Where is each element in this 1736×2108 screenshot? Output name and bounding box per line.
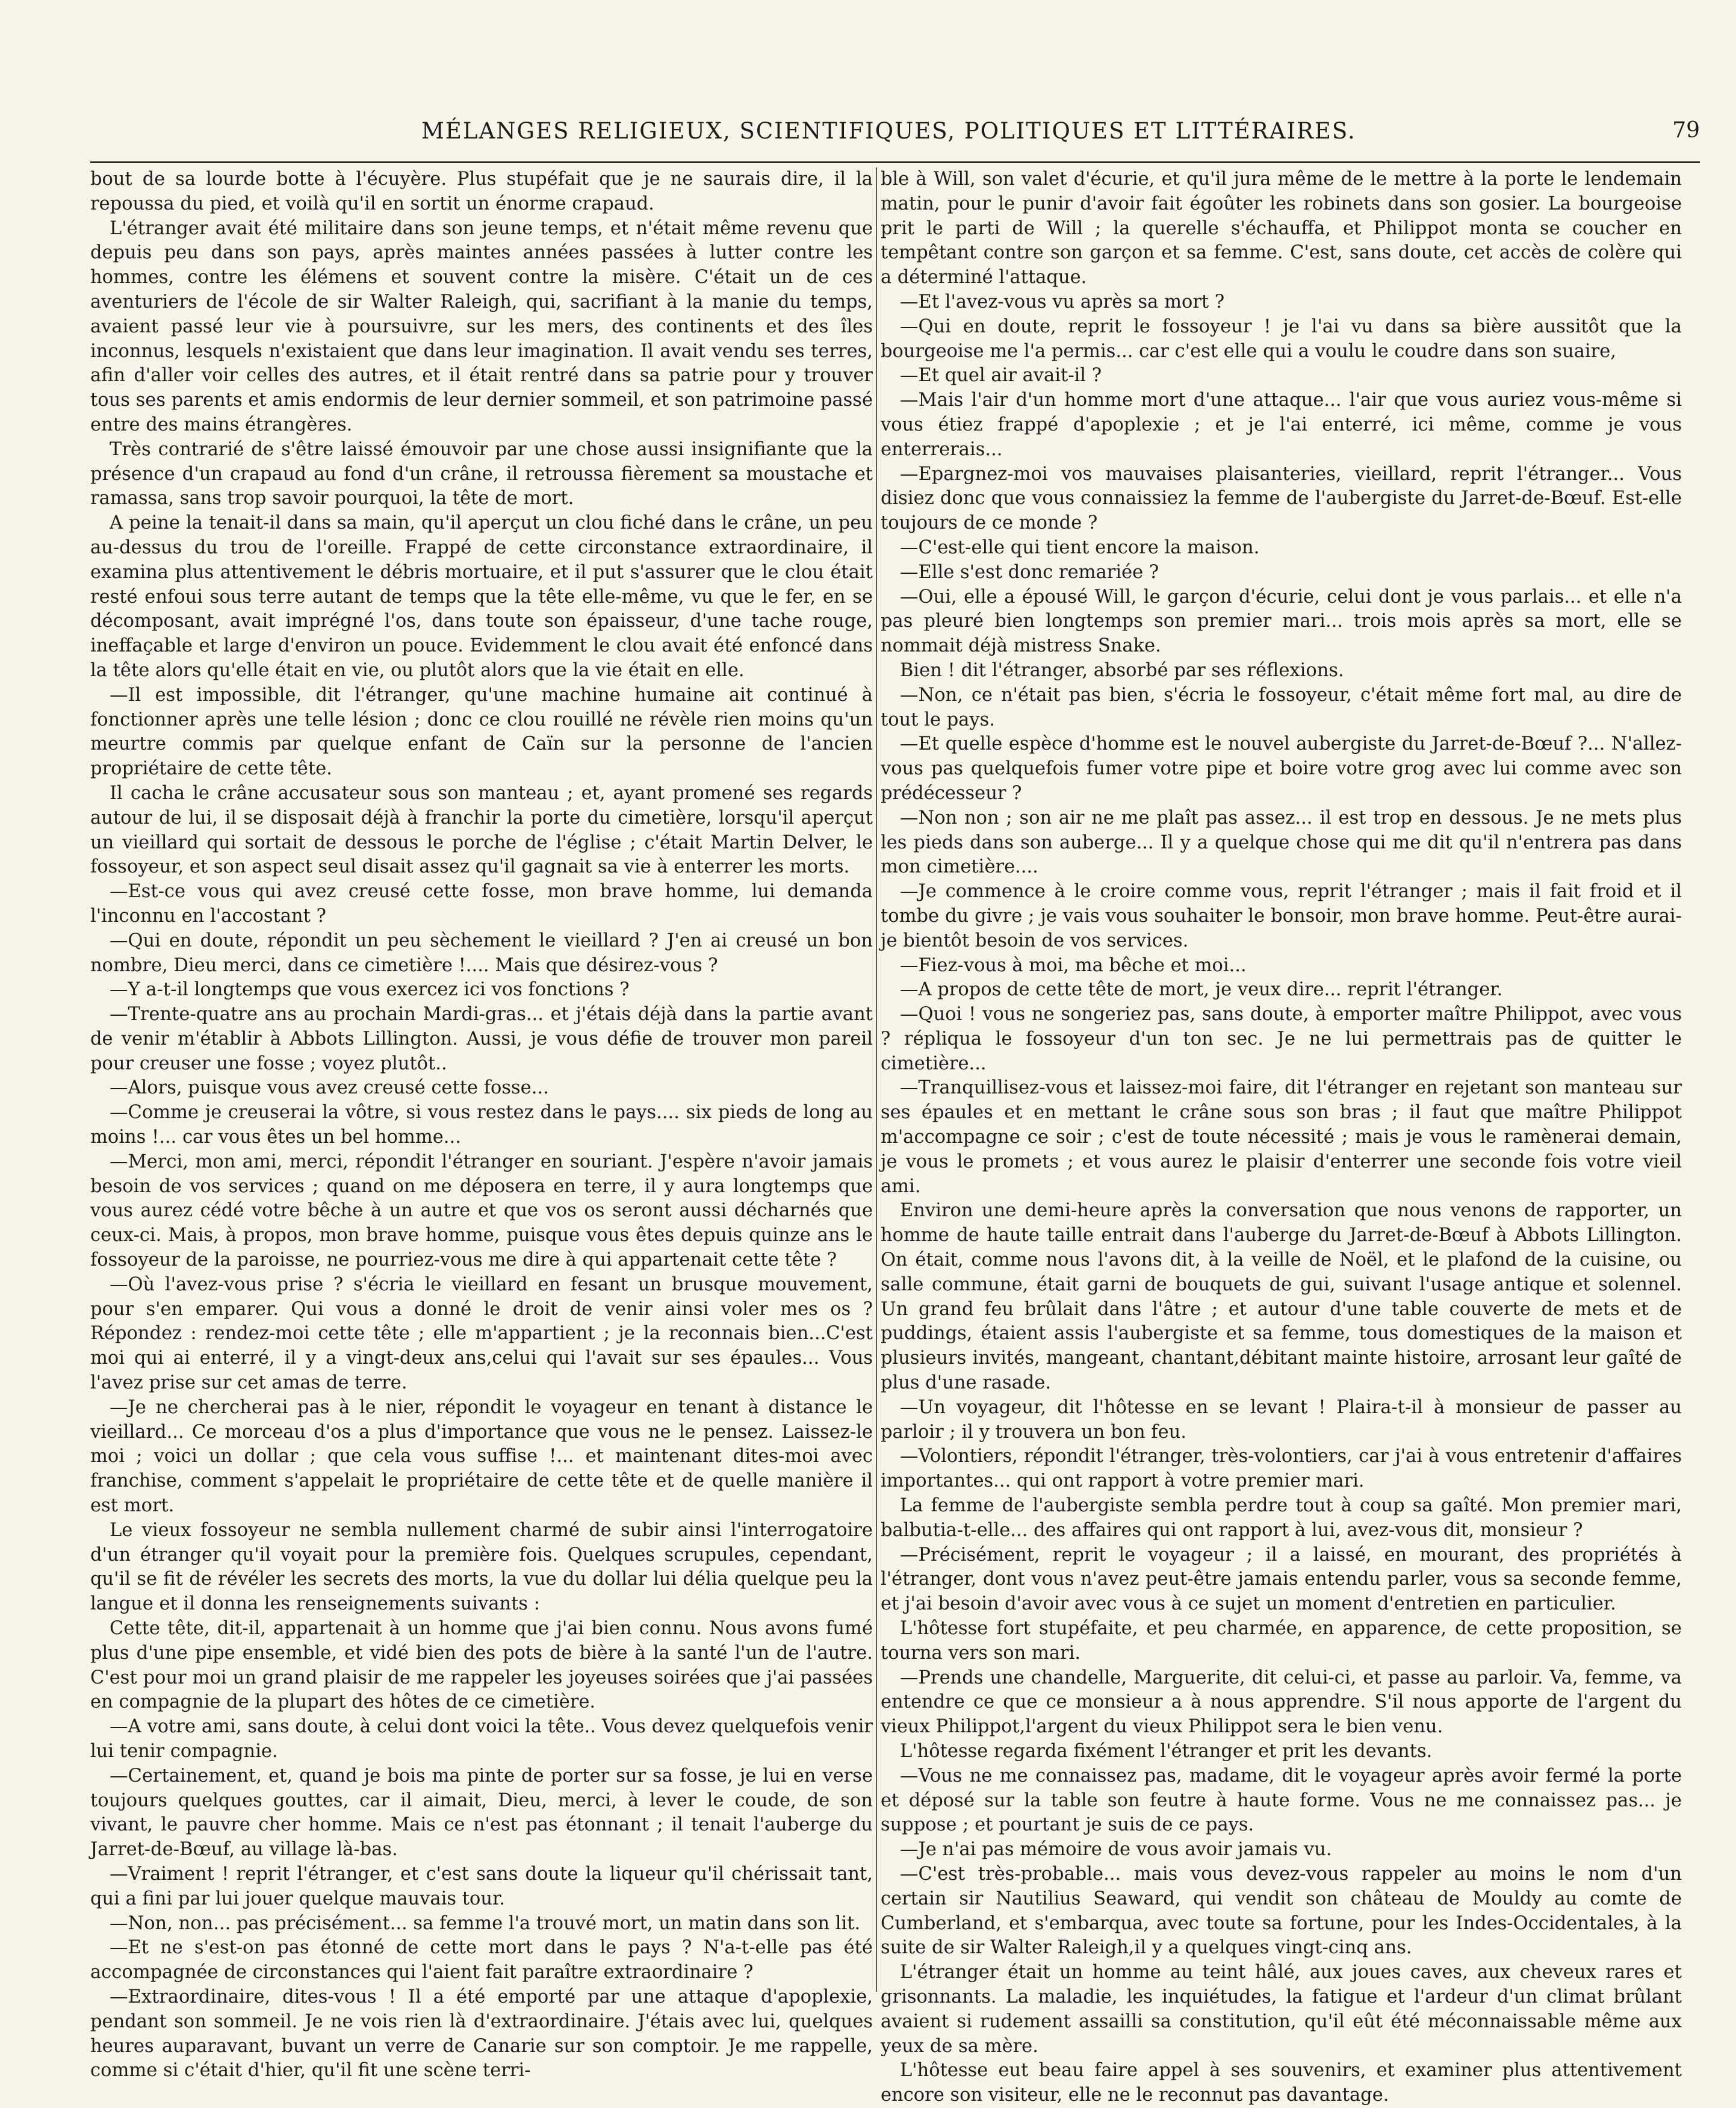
paragraph: —Et quel air avait-il ? <box>900 365 1102 387</box>
header-rule <box>90 161 1700 163</box>
paragraph: —Oui, elle a épousé Will, le garçon d'écurie, celui dont je vous parlais... et elle n'a pas pleuré bien longtemps son premier mari... trois mois après sa mort, elle se nommait déjà mistress Snake. <box>881 586 1682 657</box>
paragraph: —Comme je creuserai la vôtre, si vous restez dans le pays.... six pieds de long au moins !... car vous êtes un bel homme... <box>90 1102 873 1148</box>
paragraph: —Fiez-vous à moi, ma bêche et moi... <box>900 954 1247 976</box>
paragraph: L'étranger était un homme au teint hâlé, aux joues caves, aux cheveux rares et grisonnants. La maladie, les inquiétudes, la fatigue et l'ardeur d'un climat brûlant avaient si rudement assailli sa constitution, qu'il eût été méconnaissable même aux yeux de sa mère. <box>881 1962 1682 2057</box>
paragraph: L'étranger avait été militaire dans son jeune temps, et n'était même revenu que depuis peu dans son pays, après maintes années passées à lutter contre les hommes, contre les élémens et souvent contre la misère. C'était un de ces aventuriers de l'école de sir Walter Raleigh, qui, sacrifiant à la manie du temps, avaient passé leur vie à poursuivre, sur les mers, des continents et des îles inconnus, lesquels n'existaient que dans leur imagination. Il avait vendu ses terres, afin d'aller voir celles des autres, et il était rentré dans sa patrie pour y trouver tous ses parents et amis endormis de leur dernier sommeil, et son patrimoine passé entre des mains étrangères. <box>90 217 873 435</box>
paragraph: L'hôtesse eut beau faire appel à ses souvenirs, et examiner plus attentivement encore son visiteur, elle ne le reconnut pas davantage. <box>881 2060 1682 2106</box>
paragraph: —Y a-t-il longtemps que vous exercez ici vos fonctions ? <box>110 979 630 1001</box>
paragraph: —Je ne chercherai pas à le nier, répondit le voyageur en tenant à distance le vieillard... Ce morceau d'os a plus d'importance que vous ne le pensez. Laissez-le moi ; voici un dollar ; que cela vous suffise !... et maintenant dites-moi avec franchise, comment s'appelait le propriétaire de cette tête et de quelle manière il est mort. <box>90 1396 873 1517</box>
paragraph: —Alors, puisque vous avez creusé cette fosse... <box>110 1077 549 1099</box>
paragraph: —Vous ne me connaissez pas, madame, dit le voyageur après avoir fermé la porte et déposé sur la table son feutre à haute forme. Vous ne me connaissez pas... je suppose ; et pourtant je suis de ce pays. <box>881 1765 1682 1836</box>
paragraph: Cette tête, dit-il, appartenait à un homme que j'ai bien connu. Nous avons fumé plus d'une pipe ensemble, et vidé bien des pots de bière à la santé l'un de l'autre. C'est pour moi un grand plaisir de me rappeler les joyeuses soirées que j'ai passées en compagnie de la plupart des hôtes de ce cimetière. <box>90 1618 873 1713</box>
paragraph: —Merci, mon ami, merci, répondit l'étranger en souriant. J'espère n'avoir jamais besoin de vos services ; quand on me déposera en terre, il y aura longtemps que vous aurez cédé votre bêche à un autre et que vos os seront aussi décharnés que ceux-ci. Mais, à propos, mon brave homme, puisque vous êtes depuis quinze ans le fossoyeur de la paroisse, ne pourriez-vous me dire à qui appartenait cette tête ? <box>90 1151 873 1271</box>
left-column <box>90 167 873 2082</box>
paragraph: —Epargnez-moi vos mauvaises plaisanteries, vieillard, reprit l'étranger... Vous disiez donc que vous connaissiez la femme de l'aubergiste du Jarret-de-Bœuf. Est-elle toujours de ce monde ? <box>881 463 1682 534</box>
paragraph: L'hôtesse regarda fixément l'étranger et prit les devants. <box>900 1741 1433 1762</box>
paragraph: —Il est impossible, dit l'étranger, qu'une machine humaine ait continué à fonctionner après une telle lésion ; donc ce clou rouillé ne révèle rien moins qu'un meurtre commis par quelque enfant de Caïn sur la personne de l'ancien propriétaire de cette tête. <box>90 684 873 780</box>
paragraph: —Certainement, et, quand je bois ma pinte de porter sur sa fosse, je lui en verse toujours quelques gouttes, car il aimait, Dieu, merci, à lever le coude, de son vivant, le pauvre cher homme. Mais ce n'est pas étonnant ; il tenait l'auberge du Jarret-de-Bœuf, au village là-bas. <box>90 1765 873 1861</box>
column-divider <box>876 167 877 1992</box>
paragraph: —Non, non... pas précisément... sa femme l'a trouvé mort, un matin dans son lit. <box>110 1912 861 1934</box>
paragraph: Il cacha le crâne accusateur sous son manteau ; et, ayant promené ses regards autour de lui, il se disposait déjà à franchir la porte du cimetière, lorsqu'il aperçut un vieillard qui sortait de dessous le porche de l'église ; c'était Martin Delver, le fossoyeur, et son aspect seul disait assez qu'il gagnait sa vie à enterrer les morts. <box>90 782 873 878</box>
right-column <box>881 167 1682 2106</box>
paragraph: —A votre ami, sans doute, à celui dont voici la tête.. Vous devez quelquefois venir lui tenir compagnie. <box>90 1716 873 1762</box>
paragraph: —Et ne s'est-on pas étonné de cette mort dans le pays ? N'a-t-elle pas été accompagnée de circonstances qui l'aient fait paraître extraordinaire ? <box>90 1937 873 1983</box>
paragraph: —Volontiers, répondit l'étranger, très-volontiers, car j'ai à vous entretenir d'affaires importantes... qui ont rapport à votre premier mari. <box>881 1446 1682 1492</box>
paragraph: —Précisément, reprit le voyageur ; il a laissé, en mourant, des propriétés à l'étranger, dont vous n'avez peut-être jamais entendu parler, vous sa seconde femme, et j'ai besoin d'avoir avec vous à ce sujet un moment d'entretien en particulier. <box>881 1544 1682 1615</box>
paragraph: —Et l'avez-vous vu après sa mort ? <box>900 291 1225 312</box>
paragraph: —Et quelle espèce d'homme est le nouvel aubergiste du Jarret-de-Bœuf ?... N'allez-vous pas quelquefois fumer votre pipe et boire votre grog avec lui comme avec son prédécesseur ? <box>881 733 1682 804</box>
paragraph: —Extraordinaire, dites-vous ! Il a été emporté par une attaque d'apoplexie, pendant son sommeil. Je ne vois rien là d'extraordinaire. J'étais avec lui, quelques heures auparavant, buvant un verre de Canarie sur son comptoir. Je me rappelle, comme si c'était d'hier, qu'il fit une scène terri- <box>90 1986 873 2082</box>
paragraph: Bien ! dit l'étranger, absorbé par ses réflexions. <box>900 659 1344 681</box>
paragraph: L'hôtesse fort stupéfaite, et peu charmée, en apparence, de cette proposition, se tourna vers son mari. <box>881 1618 1682 1664</box>
paragraph: —A propos de cette tête de mort, je veux dire... reprit l'étranger. <box>900 979 1503 1001</box>
paragraph: —Non non ; son air ne me plaît pas assez... il est trop en dessous. Je ne mets plus les pieds dans son auberge... Il y a quelque chose qui me dit qu'il n'entrera pas dans mon cimetière.... <box>881 807 1682 878</box>
paragraph: ble à Will, son valet d'écurie, et qu'il jura même de le mettre à la porte le lendemain matin, pour le punir d'avoir fait égoûter les robinets dans son gosier. La bourgeoise prit le parti de Will ; la querelle s'échauffa, et Philippot monta se coucher en tempêtant contre son garçon et sa femme. C'est, sans doute, cet accès de colère qui a déterminé l'attaque. <box>881 169 1682 288</box>
paragraph: —Qui en doute, répondit un peu sèchement le vieillard ? J'en ai creusé un bon nombre, Dieu merci, dans ce cimetière !.... Mais que désirez-vous ? <box>90 930 873 976</box>
paragraph: —Quoi ! vous ne songeriez pas, sans doute, à emporter maître Philippot, avec vous ? répliqua le fossoyeur d'un ton sec. Je ne lui permettrais pas de quitter le cimetière... <box>881 1004 1682 1074</box>
paragraph: La femme de l'aubergiste sembla perdre tout à coup sa gaîté. Mon premier mari, balbutia-t-elle... des affaires qui ont rapport à lui, avez-vous dit, monsieur ? <box>881 1495 1682 1541</box>
paragraph: —Qui en doute, reprit le fossoyeur ! je l'ai vu dans sa bière aussitôt que la bourgeoise me l'a permis... car c'est elle qui a voulu le coudre dans son suaire, <box>881 316 1682 362</box>
running-header: MÉLANGES RELIGIEUX, SCIENTIFIQUES, POLITIQUES ET LITTÉRAIRES. <box>421 118 1356 144</box>
paragraph: Le vieux fossoyeur ne sembla nullement charmé de subir ainsi l'interrogatoire d'un étranger qu'il voyait pour la première fois. Quelques scrupules, cependant, qu'il se fit de révéler les secrets des morts, la vue du dollar lui délia quelque peu la langue et il donna les renseignements suivants : <box>90 1519 873 1615</box>
paragraph: Environ une demi-heure après la conversation que nous venons de rapporter, un homme de haute taille entrait dans l'auberge du Jarret-de-Bœuf à Abbots Lillington. On était, comme nous l'avons dit, à la veille de Noël, et le plafond de la cuisine, ou salle commune, était garni de bouquets de gui, suivant l'usage antique et solennel. Un grand feu brûlait dans l'âtre ; et autour d'une table couverte de mets et de puddings, étaient assis l'aubergiste et sa femme, tous domestiques de la maison et plusieurs invités, mangeant, chantant,débitant mainte histoire, arrosant leur gaîté de plus d'une rasade. <box>881 1200 1682 1394</box>
paragraph: —C'est-elle qui tient encore la maison. <box>900 536 1260 558</box>
paragraph: —Où l'avez-vous prise ? s'écria le vieillard en fesant un brusque mouvement, pour s'en emparer. Qui vous a donné le droit de venir ainsi voler mes os ? Répondez : rendez-moi cette tête ; elle m'appartient ; je la reconnais bien...C'est moi qui ai enterré, il y a vingt-deux ans,celui qui l'avait sur ses épaules... Vous l'avez prise sur cet amas de terre. <box>90 1273 873 1394</box>
paragraph: bout de sa lourde botte à l'écuyère. Plus stupéfait que je ne saurais dire, il la repoussa du pied, et voilà qu'il en sortit un énorme crapaud. <box>90 169 873 214</box>
paragraph: —Je n'ai pas mémoire de vous avoir jamais vu. <box>900 1839 1332 1861</box>
paragraph: —Je commence à le croire comme vous, reprit l'étranger ; mais il fait froid et il tombe du givre ; je vais vous souhaiter le bonsoir, mon brave homme. Peut-être aurai-je bientôt besoin de vos services. <box>881 881 1682 951</box>
paragraph: —Non, ce n'était pas bien, s'écria le fossoyeur, c'était même fort mal, au dire de tout le pays. <box>881 684 1682 730</box>
paragraph: —Un voyageur, dit l'hôtesse en se levant ! Plaira-t-il à monsieur de passer au parloir ; il y trouvera un bon feu. <box>881 1396 1682 1443</box>
paragraph: —Mais l'air d'un homme mort d'une attaque... l'air que vous auriez vous-même si vous étiez frappé d'apoplexie ; et je l'ai enterré, ici même, comme je vous enterrerais... <box>881 390 1682 460</box>
paragraph: —C'est très-probable... mais vous devez-vous rappeler au moins le nom d'un certain sir Nautilius Seaward, qui vendit son château de Mouldy au comte de Cumberland, et s'embarqua, avec toute sa fortune, pour les Indes-Occidentales, à la suite de sir Walter Raleigh,il y a quelques vingt-cinq ans. <box>881 1863 1682 1959</box>
paragraph: A peine la tenait-il dans sa main, qu'il aperçut un clou fiché dans le crâne, un peu au-dessus du trou de l'oreille. Frappé de cette circonstance extraordinaire, il examina plus attentivement le débris mortuaire, et il put s'assurer que le clou était resté enfoui sous terre autant de temps que la tête elle-même, vu que le fer, en se décomposant, avait imprégné l'os, dans toute son épaisseur, d'une tache rouge, ineffaçable et large d'environ un pouce. Evidemment le clou avait été enfoncé dans la tête alors qu'elle était en vie, ou plutôt alors que la vie était en elle. <box>90 512 873 681</box>
page-number: 79 <box>1672 118 1700 143</box>
paragraph: —Prends une chandelle, Marguerite, dit celui-ci, et passe au parloir. Va, femme, va entendre ce que ce monsieur a à nous apprendre. S'il nous apporte de l'argent du vieux Philippot,l'argent du vieux Philippot sera le bien venu. <box>881 1667 1682 1738</box>
paragraph: —Elle s'est donc remariée ? <box>900 561 1159 583</box>
paragraph: —Vraiment ! reprit l'étranger, et c'est sans doute la liqueur qu'il chérissait tant, qui a fini par lui jouer quelque mauvais tour. <box>90 1863 873 1909</box>
paragraph: —Est-ce vous qui avez creusé cette fosse, mon brave homme, lui demanda l'inconnu en l'accostant ? <box>90 881 873 927</box>
paragraph: Très contrarié de s'être laissé émouvoir par une chose aussi insignifiante que la présence d'un crapaud au fond d'un crâne, il retroussa fièrement sa moustache et ramassa, sans trop savoir pourquoi, la tête de mort. <box>90 438 873 509</box>
paragraph: —Tranquillisez-vous et laissez-moi faire, dit l'étranger en rejetant son manteau sur ses épaules et en mettant le crâne sous son bras ; il faut que maître Philippot m'accompagne ce soir ; c'est de toute nécessité ; mais je vous le ramènerai demain, je vous le promets ; et vous aurez le plaisir d'enterrer une seconde fois votre vieil ami. <box>881 1077 1682 1197</box>
paragraph: —Trente-quatre ans au prochain Mardi-gras... et j'étais déjà dans la partie avant de venir m'établir à Abbots Lillington. Aussi, je vous défie de trouver mon pareil pour creuser une fosse ; voyez plutôt.. <box>90 1004 873 1074</box>
